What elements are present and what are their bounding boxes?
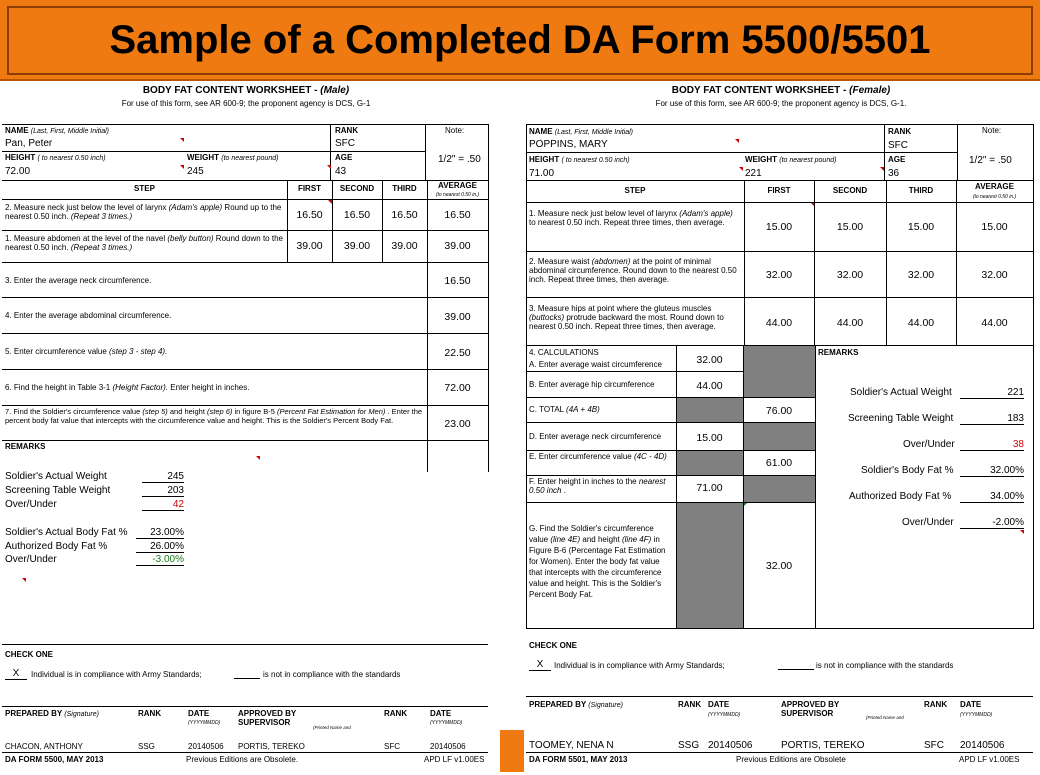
overunder2-label: Over/Under xyxy=(5,554,57,565)
calc-d-label: D. Enter average neck circumference xyxy=(529,432,662,441)
name-hint: (Last, First, Middle Initial) xyxy=(554,129,633,136)
shaded-cell xyxy=(744,475,815,502)
step-3-value: 16.50 xyxy=(444,275,471,287)
worksheet-title-sex: (Male) xyxy=(320,85,350,96)
date2-hint: (YYYYMMDD) xyxy=(960,712,993,718)
col-step: STEP xyxy=(134,184,155,193)
step-6-italic: (Height Factor). xyxy=(112,383,169,392)
approved-rank[interactable]: SFC xyxy=(384,742,400,751)
worksheet-title xyxy=(2,85,490,96)
step-7-text3: in figure B-5 xyxy=(232,407,278,416)
neck-third[interactable]: 16.50 xyxy=(391,209,418,221)
signature-hint: (Signature) xyxy=(588,702,623,709)
overunder-label: Over/Under xyxy=(5,499,57,510)
worksheet-title-text: BODY FAT CONTENT WORKSHEET - xyxy=(142,85,321,96)
approved-label: APPROVED BY SUPERVISOR xyxy=(238,709,297,727)
neck-average: 15.00 xyxy=(981,221,1008,233)
printed-hint: (Printed Name and xyxy=(313,725,351,730)
comment-marker xyxy=(180,138,184,142)
comment-marker xyxy=(880,167,884,171)
rank2-label: RANK xyxy=(678,700,702,709)
comment-marker xyxy=(256,456,260,460)
worksheet-title xyxy=(526,85,1036,96)
actual-weight-label: Soldier's Actual Weight xyxy=(5,471,107,482)
actual-weight-label: Soldier's Actual Weight xyxy=(850,387,952,398)
compliance-text: Individual is in compliance with Army Standards; xyxy=(554,661,725,670)
date-hint: (YYYYMMDD) xyxy=(708,712,741,718)
step-neck-text: 1. Measure neck just below level of larynx xyxy=(529,209,680,218)
bodyfat-label: Soldier's Body Fat % xyxy=(861,465,954,476)
step-6 xyxy=(5,383,249,392)
footer-obsolete: Previous Editions are Obsolete. xyxy=(186,755,299,764)
rank-field[interactable]: SFC xyxy=(888,140,908,151)
prepared-by-label xyxy=(529,700,623,709)
compliance-checkbox[interactable]: X xyxy=(5,668,27,680)
footer-obsolete: Previous Editions are Obsolete xyxy=(736,755,846,764)
calc-g-italic: (line 4E) xyxy=(550,535,581,544)
shaded-cell xyxy=(677,502,743,628)
prepared-name[interactable]: TOOMEY, NENA N xyxy=(529,740,614,751)
waist-third[interactable]: 32.00 xyxy=(907,269,935,281)
step-waist-text: 2. Measure waist xyxy=(529,257,592,266)
step-7-text2: and height xyxy=(167,407,207,416)
comment-marker xyxy=(739,167,743,171)
date-hint: (YYYYMMDD) xyxy=(188,720,221,726)
calc-c-value: 76.00 xyxy=(765,405,793,417)
neck-second[interactable]: 16.50 xyxy=(343,209,371,221)
weight-label xyxy=(187,153,278,162)
calc-b-value[interactable]: 44.00 xyxy=(696,380,723,392)
overunder-value: 38 xyxy=(960,439,1024,451)
approved-date[interactable]: 20140506 xyxy=(960,740,1005,751)
rank-label: RANK xyxy=(888,127,912,136)
waist-first[interactable]: 32.00 xyxy=(765,269,793,281)
calc-g-text3: in Figure B-6 (Percentage Fat Estimation for Women). Enter the body fat value that intercepts with the circumference value and height. This is the Soldier's Percent Body Fat. xyxy=(529,535,666,599)
hips-average: 44.00 xyxy=(981,317,1008,329)
noncompliance-checkbox[interactable] xyxy=(778,659,814,670)
signature-hint: (Signature) xyxy=(64,711,99,718)
banner-title: Sample of a Completed DA Form 5500/5501 xyxy=(109,18,931,62)
comment-marker xyxy=(735,139,739,143)
name-label-text: NAME xyxy=(5,126,29,135)
rank-label: RANK xyxy=(335,126,359,135)
col-average: AVERAGE xyxy=(438,181,477,190)
auth-bodyfat-label: Authorized Body Fat % xyxy=(849,491,952,502)
calc-c-label xyxy=(529,405,600,414)
weight-field[interactable]: 245 xyxy=(187,166,204,177)
date2-hint: (YYYYMMDD) xyxy=(430,720,463,726)
calc-c-italic: (4A + 4B) xyxy=(566,405,600,414)
calc-e-text: E. Enter circumference value xyxy=(529,452,634,461)
height-label-text: HEIGHT xyxy=(5,153,36,162)
step-neck xyxy=(5,203,285,221)
weight-hint: (to nearest pound) xyxy=(221,155,279,162)
bodyfat-label: Soldier's Actual Body Fat % xyxy=(5,527,128,538)
auth-bodyfat-value: 26.00% xyxy=(136,541,184,553)
compliance-text: Individual is in compliance with Army Standards; xyxy=(31,670,202,679)
prepared-date[interactable]: 20140506 xyxy=(188,742,224,751)
step-4: 4. Enter the average abdominal circumference. xyxy=(5,311,172,320)
worksheet-title-text: BODY FAT CONTENT WORKSHEET - xyxy=(671,85,850,96)
height-label xyxy=(529,155,630,164)
weight-label-text: WEIGHT xyxy=(745,155,777,164)
note-value: 1/2" = .50 xyxy=(438,154,481,165)
prepared-name[interactable]: CHACON, ANTHONY xyxy=(5,742,83,751)
step-6-text: 6. Find the height in Table 3-1 xyxy=(5,383,113,392)
prepared-by-text: PREPARED BY xyxy=(5,709,63,718)
calc-f-label xyxy=(529,477,674,495)
step-neck-text2: Round up to the nearest 0.50 inch. xyxy=(5,203,282,221)
step-abdomen-text: 1. Measure abdomen at the level of the navel xyxy=(5,234,168,243)
waist-second[interactable]: 32.00 xyxy=(836,269,864,281)
footer-version: APD LF v1.00ES xyxy=(959,755,1020,764)
calc-f-end: . xyxy=(561,486,566,495)
hips-second[interactable]: 44.00 xyxy=(836,317,864,329)
weight-label xyxy=(745,155,836,164)
height-field[interactable]: 72.00 xyxy=(5,166,31,177)
auth-bodyfat-value: 34.00% xyxy=(960,491,1024,503)
auth-bodyfat-label: Authorized Body Fat % xyxy=(5,541,108,552)
date2-label: DATE xyxy=(960,700,982,709)
rank3-label: RANK xyxy=(924,700,948,709)
comment-marker xyxy=(1020,530,1024,534)
col-third: THIRD xyxy=(392,184,417,193)
calc-e-italic: (4C - 4D) xyxy=(633,452,667,461)
step-neck-italic2: (Repeat 3 times.) xyxy=(70,212,133,221)
prepared-rank[interactable]: SSG xyxy=(138,742,155,751)
step-5 xyxy=(5,347,167,356)
abdomen-second[interactable]: 39.00 xyxy=(343,240,371,252)
name-hint: (Last, First, Middle Initial) xyxy=(30,128,109,135)
comment-marker xyxy=(180,165,184,169)
screening-value: 183 xyxy=(960,413,1024,425)
step-abdomen-text2: Round down to the nearest 0.50 inch. xyxy=(5,234,283,252)
shaded-cell xyxy=(677,450,743,475)
col-step: STEP xyxy=(624,186,646,195)
approved-rank[interactable]: SFC xyxy=(924,740,944,751)
da-form-5500-male xyxy=(2,82,490,772)
neck-first[interactable]: 15.00 xyxy=(765,221,793,233)
calc-f-italic: nearest 0.50 inch xyxy=(529,477,666,495)
calc-f-text: F. Enter height in inches to the xyxy=(529,477,639,486)
calc-a-value[interactable]: 32.00 xyxy=(696,354,723,366)
step-hips xyxy=(529,304,741,331)
footer-version: APD LF v1.00ES xyxy=(424,755,485,764)
date-label: DATE xyxy=(188,709,210,718)
neck-second[interactable]: 15.00 xyxy=(836,221,864,233)
prepared-date[interactable]: 20140506 xyxy=(708,740,753,751)
note-value: 1/2" = .50 xyxy=(969,155,1012,166)
screening-label: Screening Table Weight xyxy=(848,413,954,424)
step-6-text2: Enter height in inches. xyxy=(168,383,250,392)
neck-first[interactable]: 16.50 xyxy=(296,209,323,221)
step-hips-text: 3. Measure hips at point where the gluteus muscles xyxy=(529,304,712,313)
calc-g-italic2: (line 4F) xyxy=(621,535,652,544)
step-neck-text: 2. Measure neck just below the level of larynx xyxy=(5,203,169,212)
overunder2-label: Over/Under xyxy=(902,517,954,528)
prepared-rank[interactable]: SSG xyxy=(678,740,700,751)
height-label-text: HEIGHT xyxy=(529,155,560,164)
rank2-label: RANK xyxy=(138,709,162,718)
title-banner-frame xyxy=(7,6,1033,75)
height-label xyxy=(5,153,106,162)
weight-field[interactable]: 221 xyxy=(745,168,762,179)
prepared-by-label xyxy=(5,709,99,718)
overunder-value: 42 xyxy=(142,499,184,511)
approved-name[interactable]: PORTIS, TEREKO xyxy=(238,742,305,751)
orange-edge-decoration xyxy=(500,730,524,772)
check-one-label: CHECK ONE xyxy=(529,641,578,650)
note-label: Note: xyxy=(982,126,1002,135)
step-abdomen-italic2: (Repeat 3 times.) xyxy=(70,243,133,252)
step-hips-text2: protrude backward the most. Round down to nearest 0.50 inch. Repeat three times, then average. xyxy=(529,313,724,331)
step-5-value: 22.50 xyxy=(444,347,471,359)
step-waist xyxy=(529,257,741,284)
overunder2-value: -3.00% xyxy=(136,554,184,566)
calc-c-text: C. TOTAL xyxy=(529,405,567,414)
name-field[interactable]: POPPINS, MARY xyxy=(529,139,608,150)
height-hint: ( to nearest 0.50 inch) xyxy=(37,155,106,162)
step-6-value: 72.00 xyxy=(444,382,471,394)
step-neck-italic: (Adam's apple) xyxy=(679,209,733,218)
title-banner xyxy=(0,0,1040,81)
calc-g-text2: and height xyxy=(580,535,622,544)
calc-label: 4. CALCULATIONS xyxy=(529,348,599,357)
printed-hint: (Printed Name and xyxy=(866,715,904,720)
da-form-5501-female xyxy=(526,82,1036,772)
footer-form-number: DA FORM 5501, MAY 2013 xyxy=(529,755,628,764)
hips-first[interactable]: 44.00 xyxy=(765,317,793,329)
actual-weight-value: 245 xyxy=(142,471,184,483)
step-7-text: 7. Find the Soldier's circumference value xyxy=(5,407,143,416)
step-7-italic: (step 5) xyxy=(142,407,168,416)
note-label: Note: xyxy=(445,126,465,135)
rank3-label: RANK xyxy=(384,709,408,718)
col-second: SECOND xyxy=(339,184,375,193)
col-first: FIRST xyxy=(767,186,791,195)
calc-e-value: 61.00 xyxy=(765,457,793,469)
col-average: AVERAGE xyxy=(975,182,1014,191)
age-label: AGE xyxy=(335,153,353,162)
screening-value: 203 xyxy=(142,485,184,497)
weight-label-text: WEIGHT xyxy=(187,153,219,162)
date-label: DATE xyxy=(708,700,730,709)
remarks-label: REMARKS xyxy=(5,442,46,451)
worksheet-title-sex: (Female) xyxy=(849,85,891,96)
col-third: THIRD xyxy=(908,186,934,195)
step-7-text4: . Enter the percent body fat value that intercepts with the circumference value and height. This is the Soldier's Percent Body Fat. xyxy=(5,407,423,425)
col-second: SECOND xyxy=(832,186,868,195)
footer-form-number: DA FORM 5500, MAY 2013 xyxy=(5,755,104,764)
name-label xyxy=(5,126,109,135)
step-neck-italic: (Adam's apple) xyxy=(168,203,223,212)
check-one-label: CHECK ONE xyxy=(5,650,54,659)
screening-label: Screening Table Weight xyxy=(5,485,111,496)
rank-field[interactable]: SFC xyxy=(335,138,355,149)
shaded-cell xyxy=(744,346,815,397)
step-waist-text2: at the point of minimal abdominal circumference. Round down to the nearest 0.50 inch. Repeat three times, then average. xyxy=(529,257,737,284)
step-waist-italic: (abdomen) xyxy=(591,257,631,266)
step-7-italic3: (Percent Fat Estimation for Men) xyxy=(277,407,386,416)
noncompliance-text: is not in compliance with the standards xyxy=(263,670,401,679)
step-hips-italic: (buttocks) xyxy=(529,313,565,322)
overunder2-value: -2.00% xyxy=(960,517,1024,529)
hips-third[interactable]: 44.00 xyxy=(907,317,935,329)
step-7-italic2: (step 6) xyxy=(206,407,233,416)
calc-e-label xyxy=(529,452,674,461)
name-label-text: NAME xyxy=(529,127,553,136)
step-3: 3. Enter the average neck circumference. xyxy=(5,276,152,285)
worksheet-subtitle: For use of this form, see AR 600-9; the proponent agency is DCS, G-1 xyxy=(121,99,371,108)
approved-name[interactable]: PORTIS, TEREKO xyxy=(781,740,865,751)
worksheet-subtitle: For use of this form, see AR 600-9; the proponent agency is DCS, G-1. xyxy=(655,99,907,108)
actual-weight-value: 221 xyxy=(960,387,1024,399)
name-label xyxy=(529,127,633,136)
calc-f-value[interactable]: 71.00 xyxy=(696,482,723,494)
shaded-cell xyxy=(744,422,815,450)
bodyfat-value: 23.00% xyxy=(136,527,184,539)
calc-g-value: 32.00 xyxy=(765,560,793,572)
calc-b-label: B. Enter average hip circumference xyxy=(529,380,655,389)
prepared-by-text: PREPARED BY xyxy=(529,700,587,709)
neck-third[interactable]: 15.00 xyxy=(907,221,935,233)
abdomen-third[interactable]: 39.00 xyxy=(391,240,418,252)
step-neck xyxy=(529,209,741,227)
calc-a-label: A. Enter average waist circumference xyxy=(529,360,662,369)
step-neck-text2: to nearest 0.50 inch. Repeat three times, then average. xyxy=(529,218,725,227)
col-first: FIRST xyxy=(297,184,322,193)
age-field[interactable]: 43 xyxy=(335,166,347,177)
step-7 xyxy=(5,407,425,425)
shaded-cell xyxy=(677,397,743,422)
noncompliance-text: is not in compliance with the standards xyxy=(816,661,954,670)
calc-g-text: G. Find the Soldier's circumference value xyxy=(529,524,654,544)
col-average-hint: (to nearest 0.50 in.) xyxy=(435,192,480,198)
calc-g-label xyxy=(529,523,674,600)
calc-d-value[interactable]: 15.00 xyxy=(696,432,723,444)
age-field[interactable]: 36 xyxy=(888,168,900,179)
comment-marker xyxy=(327,165,331,169)
step-abdomen xyxy=(5,234,285,252)
height-field[interactable]: 71.00 xyxy=(529,168,555,179)
weight-hint: (to nearest pound) xyxy=(779,157,837,164)
overunder-label: Over/Under xyxy=(903,439,955,450)
neck-average: 16.50 xyxy=(444,209,471,221)
step-abdomen-italic: (belly button) xyxy=(167,234,214,243)
step-4-value: 39.00 xyxy=(444,311,471,323)
remarks-label: REMARKS xyxy=(818,348,859,357)
waist-average: 32.00 xyxy=(981,269,1008,281)
abdomen-first[interactable]: 39.00 xyxy=(296,240,323,252)
col-average-hint: (to nearest 0.50 in.) xyxy=(972,194,1017,200)
comment-marker xyxy=(22,578,26,582)
age-label: AGE xyxy=(888,155,906,164)
date2-label: DATE xyxy=(430,709,452,718)
abdomen-average: 39.00 xyxy=(444,240,471,252)
height-hint: ( to nearest 0.50 inch) xyxy=(561,157,630,164)
step-7-value: 23.00 xyxy=(444,418,471,430)
name-field[interactable]: Pan, Peter xyxy=(5,138,53,149)
approved-date[interactable]: 20140506 xyxy=(430,742,466,751)
comment-marker xyxy=(328,200,332,204)
compliance-checkbox[interactable]: X xyxy=(529,659,551,671)
bodyfat-value: 32.00% xyxy=(960,465,1024,477)
noncompliance-checkbox[interactable] xyxy=(234,668,260,679)
approved-label: APPROVED BY SUPERVISOR xyxy=(781,700,840,718)
step-5-italic: (step 3 - step 4). xyxy=(109,347,168,356)
step-5-text: 5. Enter circumference value xyxy=(5,347,110,356)
